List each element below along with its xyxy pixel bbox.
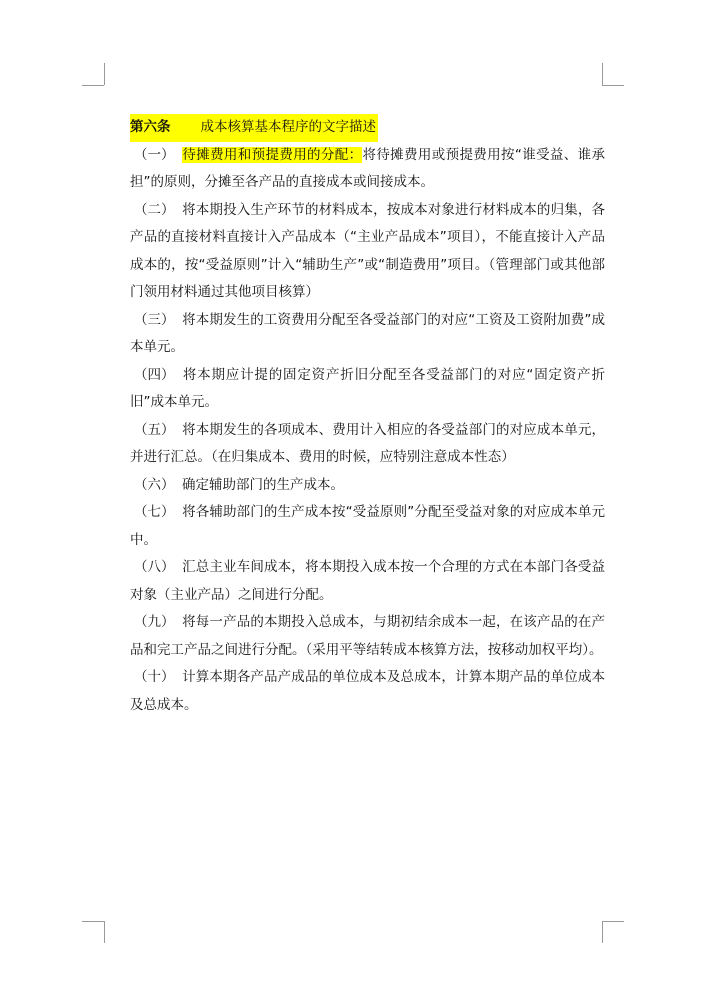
item-text: 将本期发生的各项成本、费用计入相应的各受益部门的对应成本单元，并进行汇总。（在归集成本、费用的时候，应特别注意成本性态）	[130, 421, 605, 465]
list-item	[130, 499, 605, 554]
item-number: （四）	[134, 366, 175, 383]
crop-mark-bottom-right	[602, 921, 603, 943]
item-text: 将本期投入生产环节的材料成本，按成本对象进行材料成本的归集，各产品的直接材料直接计入产品成本（“主业产品成本”项目），不能直接计入产品成本的，按“受益原则”计入“辅助生产”或“制造费用”项目。（管理部门或其他部门领用材料通过其他项目核算）	[130, 201, 605, 300]
list-item	[130, 609, 605, 664]
item-number: （七）	[134, 504, 175, 520]
list-item	[130, 197, 605, 307]
item-text: 将本期应计提的固定资产折旧分配至各受益部门的对应“固定资产折旧”成本单元。	[130, 366, 605, 410]
item-number: （八）	[134, 559, 175, 575]
crop-mark-top-right	[602, 63, 603, 85]
list-item	[130, 554, 605, 609]
article-title: 成本核算基本程序的文字描述	[200, 119, 376, 135]
crop-mark-bottom-left	[82, 921, 104, 922]
article-heading-highlight	[130, 114, 378, 142]
crop-mark-top-left	[82, 85, 104, 86]
article-heading	[130, 114, 605, 142]
item-number: （十）	[134, 669, 175, 685]
item-number: （二）	[134, 201, 175, 218]
list-item	[130, 142, 605, 197]
item-number: （三）	[134, 311, 175, 328]
list-item	[130, 362, 605, 417]
item-number: （九）	[134, 614, 175, 630]
document-body	[130, 114, 605, 719]
list-item	[130, 664, 605, 719]
list-item	[130, 472, 605, 500]
item-number: （一）	[134, 146, 175, 163]
crop-mark-top-left	[104, 63, 105, 85]
item-text: 确定辅助部门的生产成本。	[182, 476, 344, 493]
item-text: 计算本期各产品产成品的单位成本及总成本，计算本期产品的单位成本及总成本。	[130, 669, 605, 713]
list-item	[130, 417, 605, 472]
list-item	[130, 307, 605, 362]
item-text: 将待摊费用或预提费用按“谁受益、谁承担”的原则，分摊至各产品的直接成本或间接成本。	[130, 146, 605, 190]
item-number: （五）	[134, 421, 175, 438]
item-text: 将本期发生的工资费用分配至各受益部门的对应“工资及工资附加费”成本单元。	[130, 311, 605, 355]
article-label: 第六条	[130, 119, 171, 135]
crop-mark-bottom-right	[602, 921, 624, 922]
item-text: 将各辅助部门的生产成本按“受益原则”分配至受益对象的对应成本单元中。	[130, 504, 605, 548]
crop-mark-bottom-left	[104, 921, 105, 943]
item-highlight: 待摊费用和预提费用的分配：	[182, 146, 363, 163]
item-text: 将每一产品的本期投入总成本，与期初结余成本一起，在该产品的在产品和完工产品之间进行分配。（采用平等结转成本核算方法，按移动加权平均）。	[130, 614, 605, 658]
crop-mark-top-right	[602, 85, 624, 86]
item-text: 汇总主业车间成本，将本期投入成本按一个合理的方式在本部门各受益对象（主业产品）之间进行分配。	[130, 559, 605, 603]
item-number: （六）	[134, 476, 175, 493]
